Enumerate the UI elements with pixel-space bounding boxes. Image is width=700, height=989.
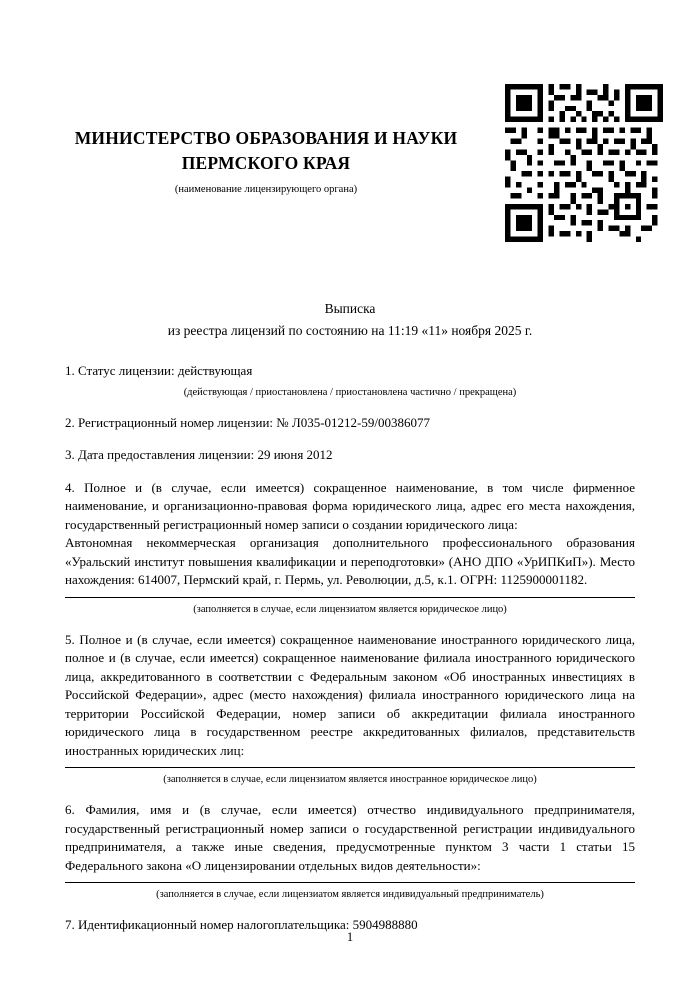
item-4-legal-entity-label: 4. Полное и (в случае, если имеется) сокращенное наименование, в том числе фирменное наименование, и организационно-правовая форма юридического лица, адрес его места нахождения, государственный регистрационный номер записи о создании юридического лица: xyxy=(65,479,635,532)
item-3-issue-date: 3. Дата предоставления лицензии: 29 июня 2012 xyxy=(65,447,333,462)
item-5-foreign-entity-label: 5. Полное и (в случае, если имеется) сокращенное наименование иностранного юридического лица, полное и (в случае, если имеется) сокращенное наименование филиала иностранного юридического лица, аккредитованного в соответствии с Федеральным законом «Об иностранных инвестициях в Российской Федерации», адрес (место нахождения) филиала иностранного юридического лица на территории Российской Федерации, номер записи об аккредитации филиала иностранного юридического лица в государственном реестре аккредитованных филиалов, представительств иностранных юридических лиц: xyxy=(65,631,635,758)
spacer xyxy=(65,787,635,801)
spacer xyxy=(65,617,635,631)
document-title xyxy=(0,298,700,342)
ministry-title-line1: МИНИСТЕРСТВО ОБРАЗОВАНИЯ И НАУКИ xyxy=(74,128,458,148)
item-2-registration-number: 2. Регистрационный номер лицензии: № Л035-01212-59/00386077 xyxy=(65,414,431,430)
divider xyxy=(65,882,635,883)
qr-code-svg xyxy=(505,84,663,242)
item-5-caption: (заполняется в случае, если лицензиатом является иностранное юридическое лицо) xyxy=(163,774,537,785)
item-7-taxpayer-number: 7. Идентификационный номер налогоплательщика: 5904988880 xyxy=(65,917,418,932)
document-body xyxy=(65,362,635,935)
item-4-legal-entity-value: Автономная некоммерческая организация дополнительного профессионального образования «Уральский институт повышения квалификации и переподготовки» (АНО ДПО «УрИПКиП»). Место нахождения: 614007, Пермский край, г. Пермь, ул. Революции, д.5, к.1. ОГРН: 1125900001182. xyxy=(65,535,635,587)
document-header xyxy=(36,126,496,197)
document-title-line2: из реестра лицензий по состоянию на 11:19 «11» ноября 2025 г. xyxy=(167,323,533,338)
item-1-caption: (действующая / приостановлена / приостановлена частично / прекращена) xyxy=(183,386,517,398)
page-number: 1 xyxy=(346,930,354,944)
item-6-caption: (заполняется в случае, если лицензиатом является индивидуальный предприниматель) xyxy=(156,889,544,900)
divider xyxy=(65,597,635,598)
spacer xyxy=(65,465,635,479)
document-title-line1: Выписка xyxy=(324,301,376,316)
qr-code-icon xyxy=(505,84,663,242)
ministry-caption: (наименование лицензирующего органа) xyxy=(174,184,358,195)
item-4-caption: (заполняется в случае, если лицензиатом является юридическое лицо) xyxy=(193,603,507,615)
item-1-status: 1. Статус лицензии: действующая xyxy=(65,363,253,378)
spacer xyxy=(65,400,635,414)
item-6-individual-entrepreneur-label: 6. Фамилия, имя и (в случае, если имеется) отчество индивидуального предпринимателя, государственный регистрационный номер записи о государственной регистрации индивидуального предпринимателя, а также иные сведения, предусмотренные пунктом 3 части 1 статьи 15 Федерального закона «О лицензировании отдельных видов деятельности»: xyxy=(65,802,635,873)
spacer xyxy=(65,432,635,446)
ministry-title-line2: ПЕРМСКОГО КРАЯ xyxy=(181,153,351,173)
spacer xyxy=(65,902,635,916)
divider xyxy=(65,767,635,768)
